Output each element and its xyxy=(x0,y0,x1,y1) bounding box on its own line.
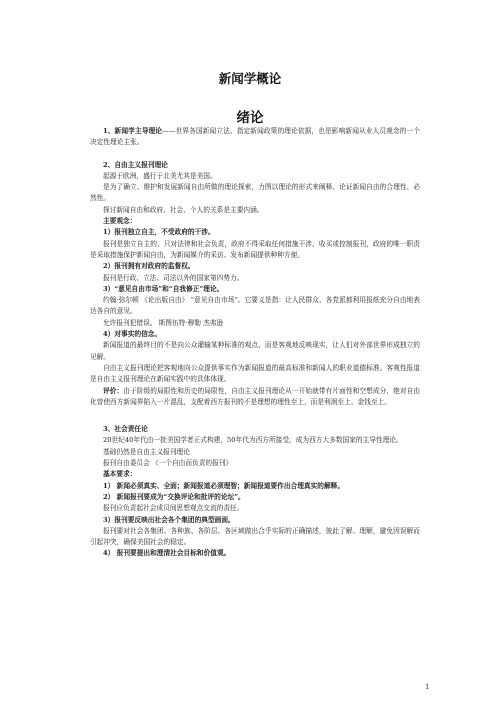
document-body xyxy=(90,126,420,560)
paragraph-lead: 1、新闻学主导理论 xyxy=(103,127,163,135)
paragraph-text: 允许报刊犯错误。 斯图伍特·穆勒 杰弗逊 xyxy=(103,318,224,327)
chapter-title: 绪论 xyxy=(236,110,264,126)
concept-title: 1）报刊独立自主，不受政府的干涉。 xyxy=(103,228,215,237)
paragraph-text: ——世界各国新闻立法、指定新闻政策的理论依据，也是影响新闻从业人员观念的一个决定性理论主张。 xyxy=(90,127,421,147)
paragraph-text: 自由主义报刊理论把客观地向公众提供事实作为新闻报道的最高标准和新闻人的职业道德标准。客观性报道是自由主义报刊理论在新闻实践中的具体体现。 xyxy=(90,363,420,384)
subheading-basic-requirements: 基本要求： xyxy=(103,470,137,479)
paragraph-text: 新闻报道的最终目的不是向公众灌输某种标准的观点，而是客观地反映现实，让人们对外部世界形成独立的见解。 xyxy=(90,341,420,361)
paragraph-text: 报刊自由委员会 《一个自由而负责的报刊》 xyxy=(103,459,233,468)
paragraph-main-theory xyxy=(90,126,420,149)
paragraph-text: 是为了确立、维护和发展新闻自由所做的理论探索，力图以理论的形式来阐释、论证新闻自由的合理性、必然性。 xyxy=(90,183,420,203)
paragraph-text: 20世纪40年代由一批美国学者正式构建，50年代为西方所接受，成为西方大多数国家的主导性理论。 xyxy=(103,436,403,445)
concept-title: 3）“意见自由市场”和“自我修正”理论。 xyxy=(103,284,224,293)
evaluation-text: 由于阶级的局限性和历史的局限性，自由主义报刊理论从一开始就带有片面性和空想成分，绝对自由化曾使西方新闻界陷入一片混乱，支配着西方报刊的不是理想的理性至上，而是利润至上、金钱至上。 xyxy=(90,386,421,406)
concept-title: 4）对事实的信念。 xyxy=(103,330,162,339)
paragraph-text: 报刊应负责起社会成员间思想观点交流的责任。 xyxy=(103,504,244,513)
paragraph-text: 报刊要对社会各集团、各种族、各阶层、各区域做出合乎实际的正确描述，彼此了解、理解，避免因误解而引起冲突，确保美国社会的稳定。 xyxy=(90,526,420,547)
concept-title: 2）报刊拥有对政府的监督权。 xyxy=(103,262,195,271)
requirement-title: 4） 报刊要提出和澄清社会目标和价值观。 xyxy=(103,549,231,558)
requirement-title: 3）报刊要反映出社会各个集团的典型画面。 xyxy=(103,515,235,524)
section-heading-social-responsibility: 3、社会责任论 xyxy=(103,425,148,434)
paragraph-text: 起源于欧洲，盛行于北美尤其是美国。 xyxy=(103,171,217,180)
section-heading-liberal-theory: 2、自由主义报刊理论 xyxy=(103,160,168,169)
paragraph-text: 基础仍然是自由主义报刊理论 xyxy=(103,447,190,456)
document-title: 新闻学概论 xyxy=(218,71,282,86)
paragraph-evaluation xyxy=(90,386,420,409)
requirement-title: 2） 新闻报刊要成为“交换评论和批评的论坛”。 xyxy=(103,492,245,501)
page-number: 1 xyxy=(425,683,430,691)
paragraph-text: 约翰·弥尔顿 《论出版自由》 “意见自由市场”。它要义是指：让人民群众、各党派都利用报纸充分自由地表达各自的意见。 xyxy=(90,296,420,316)
evaluation-label: 评价： xyxy=(103,386,124,395)
paragraph-text: 报刊是行政、立法、司法以外的国家第四势力。 xyxy=(103,273,244,282)
subheading-main-concepts: 主要观念： xyxy=(103,217,137,226)
paragraph-text: 探讨新闻自由和政府、社会、个人的关系是主要内涵。 xyxy=(103,205,264,214)
paragraph-text: 报刊是独立自主的，只对法律和社会负责，政府不得采取任何措施干涉、收买或控制报刊，政府的唯一职责是采取措施保护新闻自由，为新闻媒介的采访、发布新闻提供种种方便。 xyxy=(90,239,420,259)
requirement-title: 1） 新闻必须真实、全面；新闻报道必须理智；新闻报道要作出合理真实的解释。 xyxy=(103,481,345,490)
